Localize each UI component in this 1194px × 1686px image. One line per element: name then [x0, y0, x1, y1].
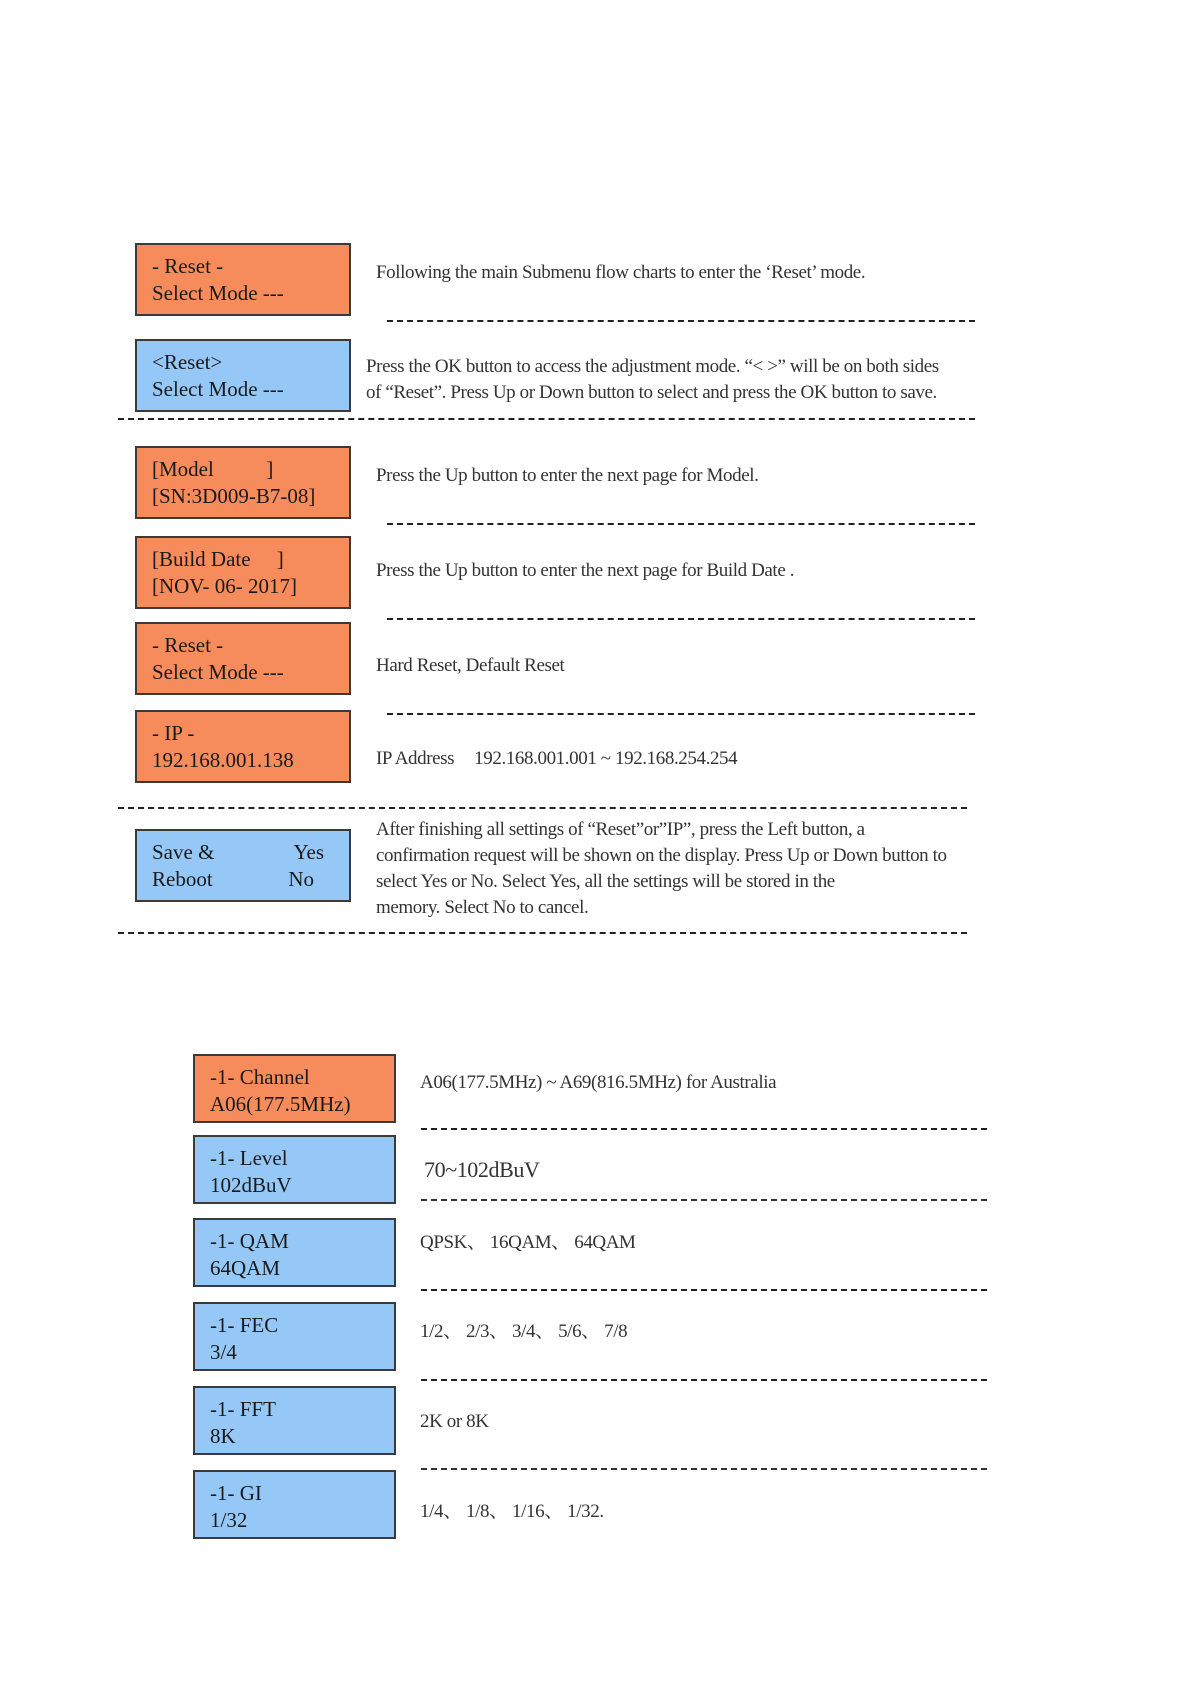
lcd-line-2: 3/4 [210, 1340, 237, 1364]
divider [387, 713, 975, 715]
divider [421, 1199, 987, 1201]
lcd-line-2: 192.168.001.138 [152, 748, 294, 772]
lcd-line-1: - Reset - [152, 633, 224, 657]
divider [421, 1379, 987, 1381]
channel-description: A06(177.5MHz) ~ A69(816.5MHz) for Australia [420, 1072, 777, 1093]
lcd-line-2: [SN:3D009-B7-08] [152, 484, 316, 508]
gi-description: 1/4、 1/8、 1/16、 1/32. [420, 1501, 604, 1522]
qam-description: QPSK、 16QAM、 64QAM [420, 1232, 636, 1253]
description-line: select Yes or No. Select Yes, all the settings will be stored in the [376, 871, 835, 892]
fft-description: 2K or 8K [420, 1411, 489, 1432]
lcd-channel [193, 1054, 396, 1123]
lcd-line-1: -1- FEC [210, 1313, 279, 1337]
section-divider [118, 418, 975, 420]
section-divider [118, 807, 967, 809]
divider [421, 1289, 987, 1291]
lcd-reset-type [135, 622, 351, 695]
yes-option: Yes [293, 840, 324, 864]
lcd-reset-select [135, 243, 351, 316]
lcd-qam [193, 1218, 396, 1287]
lcd-line-2: 8K [210, 1424, 236, 1448]
lcd-line-2: Select Mode --- [152, 281, 284, 305]
lcd-line-1: [Build Date ] [152, 547, 284, 571]
build-date-description: Press the Up button to enter the next page for Build Date . [376, 560, 795, 581]
reset-type-description: Hard Reset, Default Reset [376, 655, 565, 676]
divider [387, 320, 975, 322]
lcd-line-1: -1- Level [210, 1146, 288, 1170]
lcd-line-2: A06(177.5MHz) [210, 1092, 351, 1116]
lcd-gi [193, 1470, 396, 1539]
divider [387, 523, 975, 525]
lcd-line-2: 1/32 [210, 1508, 248, 1532]
reboot-label: Reboot [152, 867, 213, 891]
lcd-line-1: -1- Channel [210, 1065, 310, 1089]
lcd-line-2: [NOV- 06- 2017] [152, 574, 298, 598]
lcd-line-1: -1- QAM [210, 1229, 289, 1253]
lcd-reset-adjust [135, 339, 351, 412]
lcd-line-2: Select Mode --- [152, 377, 284, 401]
divider [387, 618, 975, 620]
lcd-model [135, 446, 351, 519]
lcd-line-2: Select Mode --- [152, 660, 284, 684]
ip-address-range: 192.168.001.001 ~ 192.168.254.254 [474, 748, 738, 769]
lcd-fft [193, 1386, 396, 1455]
level-description: 70~102dBuV [424, 1157, 540, 1182]
lcd-fec [193, 1302, 396, 1371]
lcd-save-reboot [135, 829, 351, 902]
lcd-line-1: [Model ] [152, 457, 274, 481]
reset-mode-description: Following the main Submenu flow charts to enter the ‘Reset’ mode. [376, 262, 866, 283]
description-line: of “Reset”. Press Up or Down button to select and press the OK button to save. [366, 382, 937, 403]
ip-address-label: IP Address [376, 748, 455, 769]
lcd-level [193, 1135, 396, 1204]
description-line: Press the OK button to access the adjustment mode. “< >” will be on both sides [366, 356, 939, 377]
lcd-line-1: - Reset - [152, 254, 224, 278]
fec-description: 1/2、 2/3、 3/4、 5/6、 7/8 [420, 1321, 628, 1342]
divider [421, 1128, 987, 1130]
adjust-mode-description [366, 354, 939, 406]
save-description [376, 817, 947, 921]
no-option: No [288, 867, 314, 891]
model-description: Press the Up button to enter the next page for Model. [376, 465, 759, 486]
lcd-line-1: -1- GI [210, 1481, 262, 1505]
lcd-ip [135, 710, 351, 783]
lcd-line-2: 64QAM [210, 1256, 281, 1280]
save-label: Save & [152, 840, 215, 864]
lcd-line-2: 102dBuV [210, 1173, 292, 1197]
description-line: confirmation request will be shown on the display. Press Up or Down button to [376, 845, 947, 866]
section-divider [118, 932, 967, 934]
ip-description [376, 746, 737, 772]
description-line: memory. Select No to cancel. [376, 897, 589, 918]
lcd-build-date [135, 536, 351, 609]
lcd-line-1: -1- FFT [210, 1397, 276, 1421]
description-line: After finishing all settings of “Reset”or”IP”, press the Left button, a [376, 819, 865, 840]
lcd-line-1: - IP - [152, 721, 195, 745]
lcd-line-1: <Reset> [152, 350, 223, 374]
divider [421, 1468, 987, 1470]
